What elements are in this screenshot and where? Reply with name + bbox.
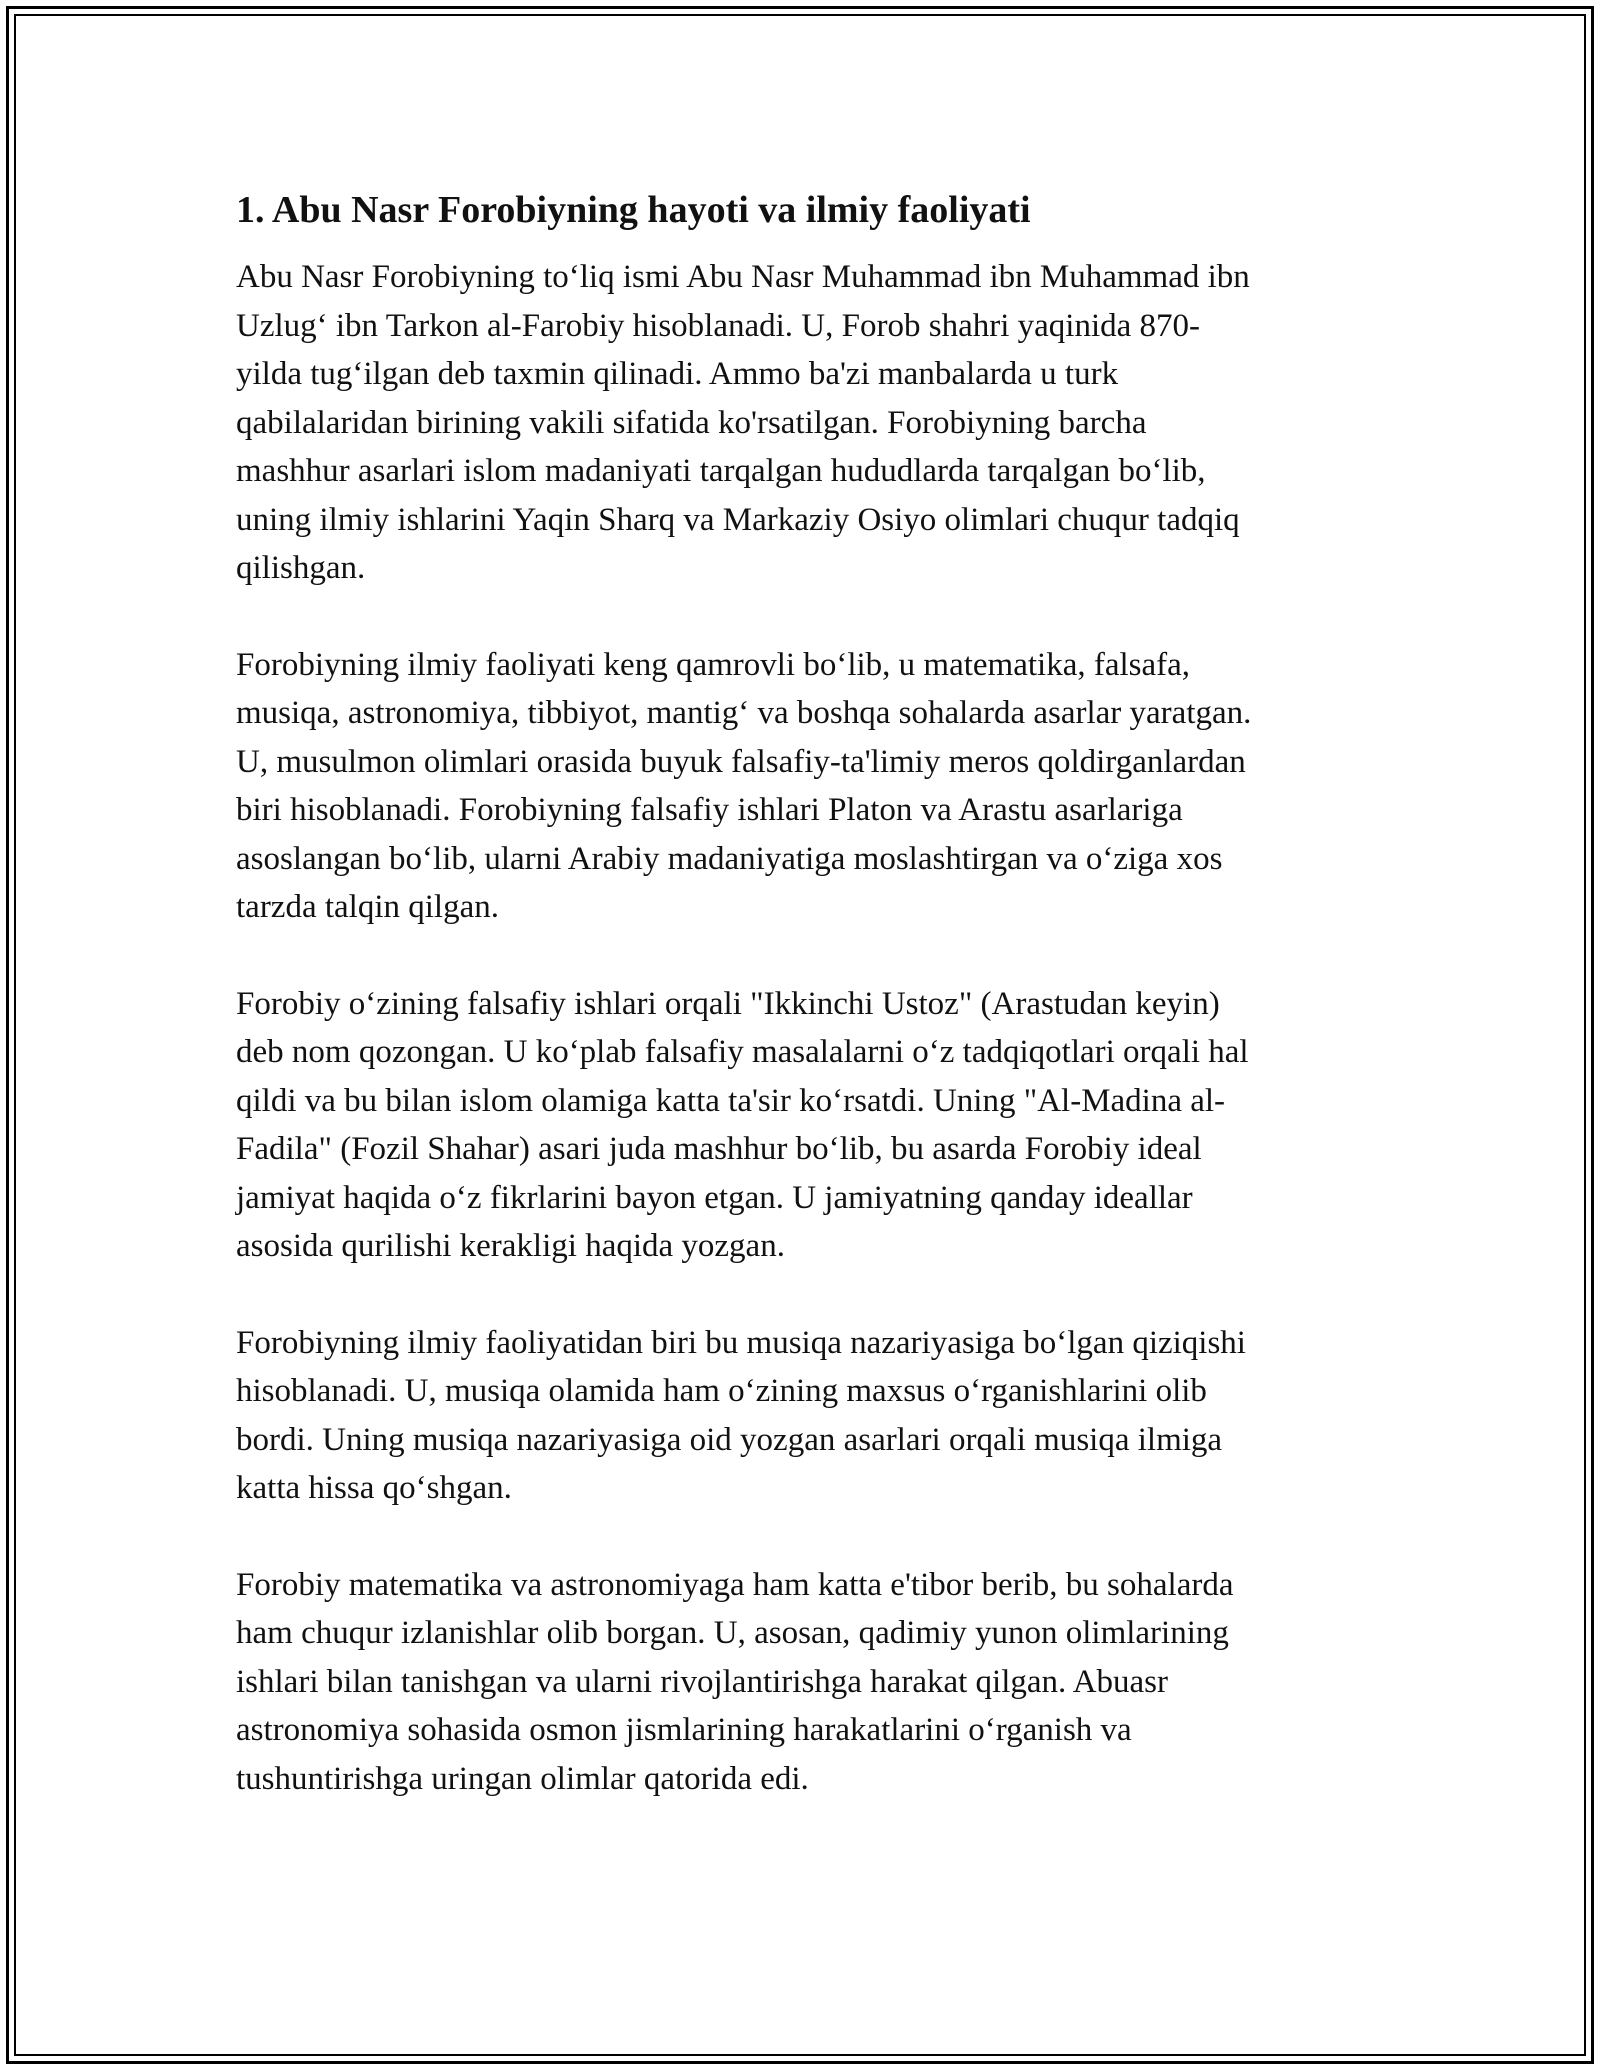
paragraph-line: deb nom qozongan. U koʻplab falsafiy masalalarni oʻz tadqiqotlari orqali hal (236, 1034, 1249, 1070)
paragraph (236, 980, 1376, 1271)
paragraph-line: jamiyat haqida oʻz fikrlarini bayon etgan. U jamiyatning qanday ideallar (236, 1179, 1193, 1216)
paragraph-line: ishlari bilan tanishgan va ularni rivojlantirishga harakat qilgan. Abuasr (236, 1663, 1169, 1700)
paragraph-line: biri hisoblanadi. Forobiyning falsafiy ishlari Platon va Arastu asarlariga (236, 792, 1183, 828)
paragraph-line: musiqa, astronomiya, tibbiyot, mantigʻ va boshqa sohalarda asarlar yaratgan. (236, 695, 1252, 731)
paragraph (236, 1561, 1376, 1804)
paragraph-line: katta hissa qoʻshgan. (236, 1470, 512, 1506)
paragraph (236, 1319, 1376, 1513)
document-body (236, 187, 1376, 1851)
paragraph-line: qildi va bu bilan islom olamiga katta ta'sir koʻrsatdi. Uning "Al-Madina al- (236, 1082, 1226, 1119)
paragraph-line: mashhur asarlari islom madaniyati tarqalgan hududlarda tarqalgan boʻlib, (236, 453, 1206, 489)
paragraph-line: tarzda talqin qilgan. (236, 889, 499, 925)
paragraph-line: yilda tugʻilgan deb taxmin qilinadi. Ammo ba'zi manbalarda u turk (236, 356, 1119, 392)
paragraph-line: qabilalaridan birining vakili sifatida ko'rsatilgan. Forobiyning barcha (236, 404, 1147, 441)
paragraph-line: astronomiya sohasida osmon jismlarining harakatlarini oʻrganish va (236, 1712, 1132, 1748)
paragraph-list (236, 253, 1376, 1803)
paragraph-line: asosida qurilishi kerakligi haqida yozgan. (236, 1228, 785, 1264)
paragraph-line: Forobiy matematika va astronomiyaga ham katta e'tibor berib, bu sohalarda (236, 1566, 1234, 1603)
paragraph-line: qilishgan. (236, 550, 366, 586)
paragraph-line: asoslangan boʻlib, ularni Arabiy madaniyatiga moslashtirgan va oʻziga xos (236, 840, 1223, 877)
paragraph-line: uning ilmiy ishlarini Yaqin Sharq va Markaziy Osiyo olimlari chuqur tadqiq (236, 501, 1240, 538)
paragraph-line: ham chuqur izlanishlar olib borgan. U, asosan, qadimiy yunon olimlarining (236, 1615, 1229, 1651)
paragraph-line: Fadila" (Fozil Shahar) asari juda mashhur boʻlib, bu asarda Forobiy ideal (236, 1131, 1202, 1167)
paragraph-line: Forobiyning ilmiy faoliyatidan biri bu musiqa nazariyasiga boʻlgan qiziqishi (236, 1324, 1246, 1361)
section-heading: 1. Abu Nasr Forobiyning hayoti va ilmiy faoliyati (236, 189, 1031, 231)
paragraph-line: Abu Nasr Forobiyning toʻliq ismi Abu Nasr Muhammad ibn Muhammad ibn (236, 259, 1250, 295)
paragraph-line: Uzlugʻ ibn Tarkon al-Farobiy hisoblanadi. U, Forob shahri yaqinida 870- (236, 307, 1200, 344)
paragraph-line: Forobiyning ilmiy faoliyati keng qamrovli boʻlib, u matematika, falsafa, (236, 646, 1191, 683)
paragraph-line: U, musulmon olimlari orasida buyuk falsafiy-ta'limiy meros qoldirganlardan (236, 743, 1246, 780)
paragraph (236, 253, 1376, 593)
paragraph-line: tushuntirishga uringan olimlar qatorida edi. (236, 1760, 809, 1797)
paragraph-line: bordi. Uning musiqa nazariyasiga oid yozgan asarlari orqali musiqa ilmiga (236, 1421, 1223, 1458)
paragraph-line: hisoblanadi. U, musiqa olamida ham oʻzining maxsus oʻrganishlarini olib (236, 1373, 1207, 1409)
paragraph-line: Forobiy oʻzining falsafiy ishlari orqali "Ikkinchi Ustoz" (Arastudan keyin) (236, 985, 1220, 1022)
paragraph (236, 641, 1376, 932)
